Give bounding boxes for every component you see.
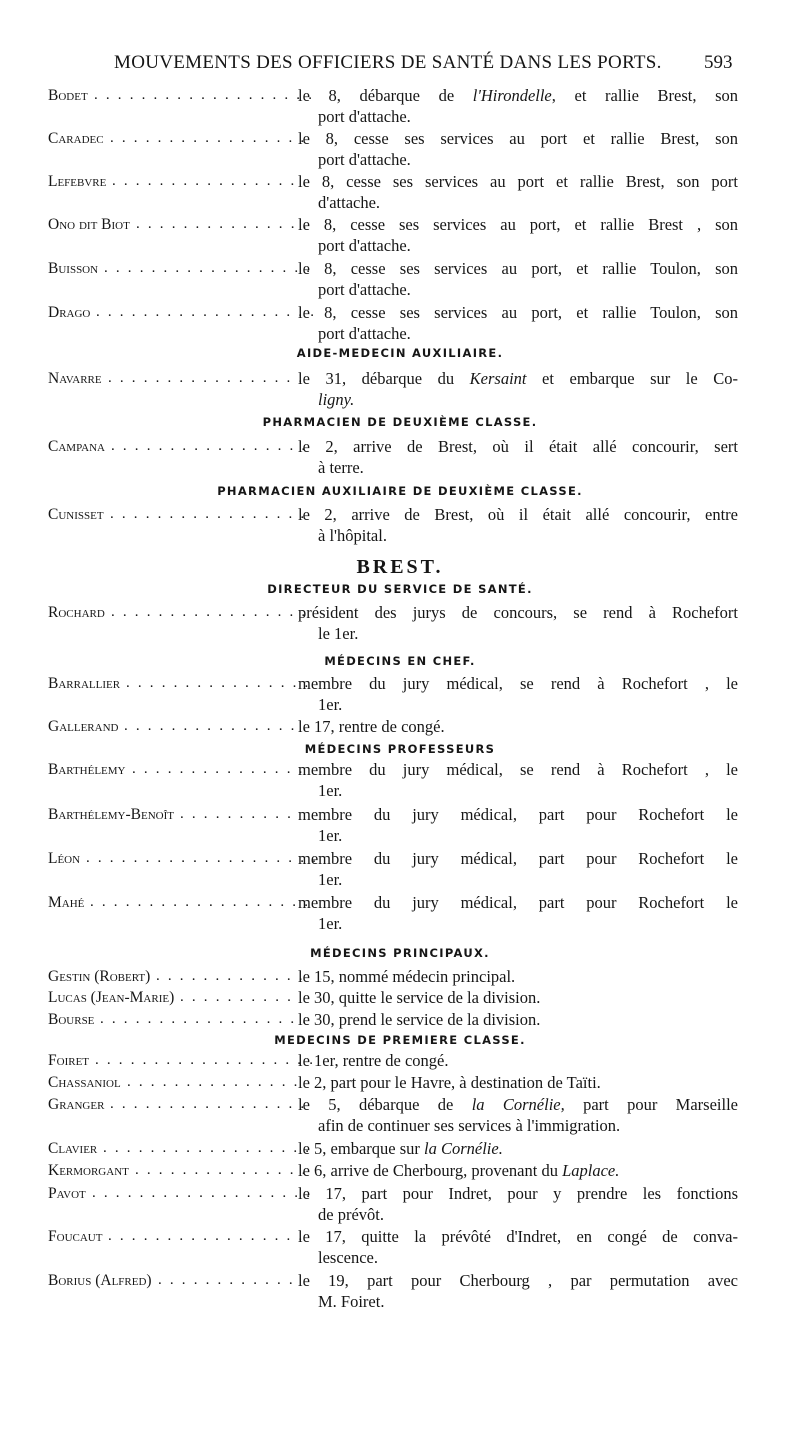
leader-dots: . . . . . . . . . . . . . . . . . . . [96, 304, 317, 320]
section-heading: MÉDECINS PROFESSEURS [304, 742, 496, 756]
entry-line: 1er. [318, 870, 343, 889]
leader-dots: . . . . . . . . . . . . . . . . . [110, 1096, 307, 1112]
entry-line: membre du jury médical, part pour Rochefort le [298, 849, 738, 868]
officer-name: Barthélemy [48, 761, 126, 778]
entry-line: ligny. [318, 390, 355, 409]
leader-dots: . . . . . . . . . . . . . . . . [126, 675, 311, 691]
leader-dots: . . . . . . . . . . . . . . . [135, 1162, 308, 1178]
entry-line: le 1er. [318, 624, 359, 643]
leader-dots: . . . . . . . . . . . . . . . . . . [100, 1011, 309, 1027]
officer-name: Barthélemy-Benoît [48, 806, 174, 823]
leader-dots: . . . . . . . . . . . . . . . . . [112, 173, 309, 189]
entry-text [298, 1050, 738, 1071]
leader-dots: . . . . . . . . . . . . . . . . . . . [92, 1185, 313, 1201]
officer-name: Foiret [48, 1052, 90, 1069]
officer-name: Foucaut [48, 1228, 103, 1245]
entry-text [298, 302, 738, 344]
entry-line: 1er. [318, 914, 343, 933]
officer-name: Drago [48, 304, 91, 321]
entry-text [298, 368, 738, 410]
entry-line: le 2, part pour le Havre, à destination de Taïti. [298, 1073, 601, 1092]
officer-name: Bourse [48, 1011, 95, 1028]
leader-dots: . . . . . . . . . . . . . . . . [124, 718, 309, 734]
leader-dots: . . . . . . . . . . . . [158, 1272, 295, 1288]
officer-name: Ono dit Biot [48, 216, 130, 233]
section-heading: MÉDECINS PRINCIPAUX. [310, 946, 490, 960]
leader-dots: . . . . . . . . . . . . . . . . . [111, 438, 308, 454]
entry-text [298, 436, 738, 478]
officer-name: Navarre [48, 370, 102, 387]
section-heading: DIRECTEUR DU SERVICE DE SANTÉ. [267, 582, 533, 596]
entry-line: port d'attache. [318, 107, 411, 126]
leader-dots: . . . . . . . . . . . . . . . [127, 1074, 300, 1090]
entry-line: le 8, cesse ses services au port et rallie Brest, son port [298, 172, 738, 191]
section-heading: PHARMACIEN AUXILIAIRE DE DEUXIÈME CLASSE. [217, 484, 583, 498]
officer-name: Campana [48, 438, 106, 455]
entry-text [298, 1270, 738, 1312]
officer-name: Mahé [48, 894, 85, 911]
officer-name: Léon [48, 850, 81, 867]
entry-text [298, 1226, 738, 1268]
officer-name: Borius (Alfred) [48, 1272, 152, 1289]
leader-dots: . . . . . . . . . . . . . . . . . [108, 1228, 305, 1244]
entry-text [298, 602, 738, 644]
officer-name: Cunisset [48, 506, 104, 523]
officer-name: Bodet [48, 87, 88, 104]
entry-line: le 1er, rentre de congé. [298, 1051, 449, 1070]
entry-text [298, 987, 738, 1008]
entry-text [298, 214, 738, 256]
entry-line: le 6, arrive de Cherbourg, provenant du Laplace. [298, 1161, 620, 1180]
entry-text [298, 759, 738, 801]
section-heading: PHARMACIEN DE DEUXIÈME CLASSE. [262, 415, 538, 429]
section-heading: MEDECINS DE PREMIERE CLASSE. [274, 1033, 526, 1047]
section-heading: MÉDECINS EN CHEF. [324, 654, 476, 668]
entry-line: membre du jury médical, part pour Rochefort le [298, 805, 738, 824]
entry-line: port d'attache. [318, 236, 411, 255]
leader-dots: . . . . . . . . . . . . . [156, 968, 305, 984]
entry-line: de prévôt. [318, 1205, 384, 1224]
section-heading: AIDE-MEDECIN AUXILIAIRE. [296, 346, 504, 360]
entry-line: 1er. [318, 695, 343, 714]
entry-line: M. Foiret. [318, 1292, 385, 1311]
entry-line: le 8, cesse ses services au port et rallie Brest, son [298, 129, 738, 148]
entry-line: le 8, débarque de l'Hirondelle, et rallie Brest, son [298, 86, 738, 105]
entry-text [298, 1009, 738, 1030]
officer-name: Barrallier [48, 675, 121, 692]
entry-line: le 30, prend le service de la division. [298, 1010, 541, 1029]
officer-name: Lefebvre [48, 173, 107, 190]
entry-line: le 17, rentre de congé. [298, 717, 445, 736]
leader-dots: . . . . . . . . . . . . . . . . . [108, 370, 305, 386]
officer-name: Gallerand [48, 718, 119, 735]
entry-text [298, 804, 738, 846]
entry-line: président des jurys de concours, se rend à Rochefort [298, 603, 738, 622]
leader-dots: . . . . . . . . . . . . . . . . . . . [95, 1052, 316, 1068]
entry-line: lescence. [318, 1248, 378, 1267]
leader-dots: . . . . . . . . . . . . . . . . . . . [90, 894, 311, 910]
entry-line: le 2, arrive de Brest, où il était allé concourir, sert [298, 437, 738, 456]
entry-text [298, 673, 738, 715]
entry-line: à terre. [318, 458, 364, 477]
entry-text [298, 848, 738, 890]
officer-name: Lucas (Jean-Marie) [48, 989, 175, 1006]
entry-text [298, 128, 738, 170]
entry-line: port d'attache. [318, 324, 411, 343]
leader-dots: . . . . . . . . . . . . . . . . . . [103, 1140, 312, 1156]
entry-line: membre du jury médical, se rend à Rochefort , le [298, 674, 738, 693]
leader-dots: . . . . . . . . . . . . . . . [132, 761, 305, 777]
entry-line: afin de continuer ses services à l'immigration. [318, 1116, 621, 1135]
entry-text [298, 1138, 738, 1159]
leader-dots: . . . . . . . . . . . . . . . . . . . . [86, 850, 319, 866]
leader-dots: . . . . . . . . . . . . . . . . . . [104, 260, 313, 276]
entry-line: le 5, débarque de la Cornélie, part pour Marseille [298, 1095, 738, 1114]
page-header [0, 52, 800, 78]
officer-name: Pavot [48, 1185, 86, 1202]
entry-line: 1er. [318, 781, 343, 800]
entry-line: le 8, cesse ses services au port, et rallie Brest , son [298, 215, 738, 234]
leader-dots: . . . . . . . . . . . . . . . . . [110, 130, 307, 146]
leader-dots: . . . . . . . . . . . . . . . . . . . [94, 87, 315, 103]
entry-line: à l'hôpital. [318, 526, 387, 545]
entry-text [298, 171, 738, 213]
officer-name: Rochard [48, 604, 105, 621]
city-heading: BREST. [356, 556, 444, 578]
leader-dots: . . . . . . . . . . [180, 806, 294, 822]
entry-line: le 30, quitte le service de la division. [298, 988, 541, 1007]
entry-line: le 31, débarque du Kersaint et embarque sur le Co- [298, 369, 739, 388]
entry-line: le 8, cesse ses services au port, et rallie Toulon, son [298, 259, 738, 278]
entry-line: le 15, nommé médecin principal. [298, 967, 516, 986]
entry-line: le 8, cesse ses services au port, et rallie Toulon, son [298, 303, 738, 322]
officer-name: Kermorgant [48, 1162, 129, 1179]
entry-text [298, 966, 738, 987]
entry-line: port d'attache. [318, 280, 411, 299]
entry-text [298, 1094, 738, 1136]
officer-name: Clavier [48, 1140, 98, 1157]
entry-line: 1er. [318, 826, 343, 845]
officer-name: Gestin (Robert) [48, 968, 151, 985]
entry-text [298, 1072, 738, 1093]
officer-name: Caradec [48, 130, 104, 147]
leader-dots: . . . . . . . . . . . . . . . [136, 216, 309, 232]
entry-line: le 17, quitte la prévôté d'Indret, en congé de conva- [298, 1227, 738, 1246]
entry-line: membre du jury médical, se rend à Rochefort , le [298, 760, 738, 779]
entry-text [298, 85, 738, 127]
leader-dots: . . . . . . . . . . . . . . . . . [110, 506, 307, 522]
entry-line: le 2, arrive de Brest, où il était allé concourir, entre [298, 505, 738, 524]
entry-line: d'attache. [318, 193, 381, 212]
leader-dots: . . . . . . . . . . [180, 989, 294, 1005]
entry-text [298, 892, 738, 934]
entry-line: le 19, part pour Cherbourg , par permutation avec [298, 1271, 738, 1290]
running-title: MOUVEMENTS DES OFFICIERS DE SANTÉ DANS LES PORTS. [114, 52, 662, 73]
entry-text [298, 716, 738, 737]
leader-dots: . . . . . . . . . . . . . . . . . [111, 604, 308, 620]
entry-text [298, 1160, 738, 1181]
entry-line: le 17, part pour Indret, pour y prendre les fonctions [298, 1184, 738, 1203]
entry-line: membre du jury médical, part pour Rochefort le [298, 893, 738, 912]
entry-line: port d'attache. [318, 150, 411, 169]
entry-text [298, 1183, 738, 1225]
officer-name: Buisson [48, 260, 99, 277]
entry-text [298, 258, 738, 300]
officer-name: Granger [48, 1096, 105, 1113]
entry-text [298, 504, 738, 546]
page-number: 593 [704, 52, 733, 73]
officer-name: Chassaniol [48, 1074, 121, 1091]
entry-line: le 5, embarque sur la Cornélie. [298, 1139, 503, 1158]
